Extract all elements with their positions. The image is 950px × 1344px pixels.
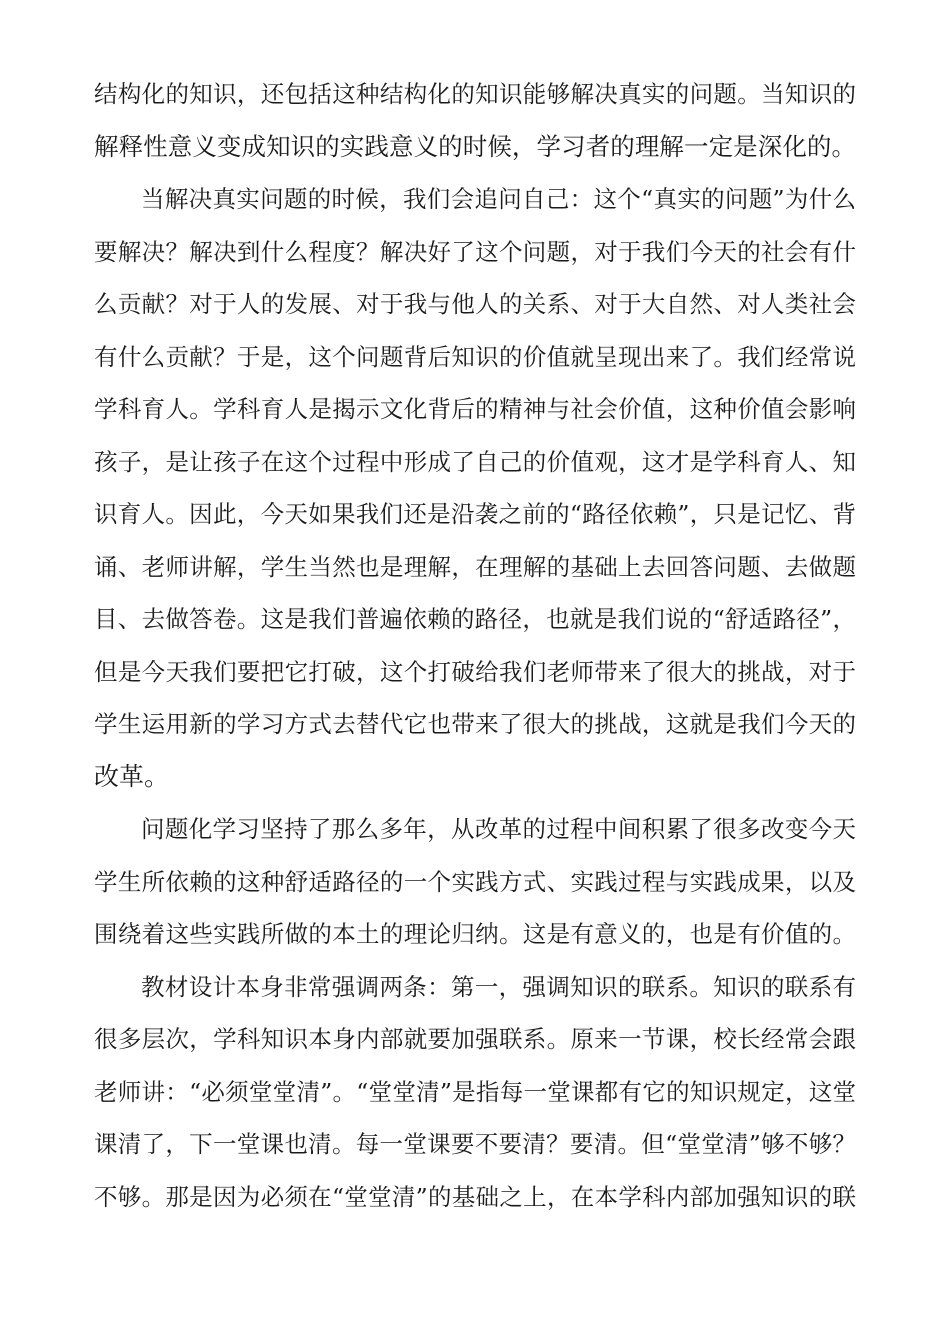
text-line: 结构化的知识，还包括这种结构化的知识能够解决真实的问题。当知识的 — [94, 80, 856, 108]
text-line: 围绕着这些实践所做的本土的理论归纳。这是有意义的，也是有价值的。 — [94, 920, 856, 948]
text-line: 目、去做答卷。这是我们普遍依赖的路径，也就是我们说的“舒适路径”， — [94, 605, 856, 633]
text-line: 很多层次，学科知识本身内部就要加强联系。原来一节课，校长经常会跟 — [94, 1025, 856, 1053]
text-line: 学科育人。学科育人是揭示文化背后的精神与社会价值，这种价值会影响 — [94, 395, 856, 423]
text-line: 么贡献？对于人的发展、对于我与他人的关系、对于大自然、对人类社会 — [94, 290, 856, 318]
text-line: 不够。那是因为必须在“堂堂清”的基础之上，在本学科内部加强知识的联 — [94, 1183, 856, 1211]
text-line: 诵、老师讲解，学生当然也是理解，在理解的基础上去回答问题、去做题 — [94, 553, 856, 581]
text-line: 但是今天我们要把它打破，这个打破给我们老师带来了很大的挑战，对于 — [94, 658, 856, 686]
text-line: 识育人。因此，今天如果我们还是沿袭之前的“路径依赖”，只是记忆、背 — [94, 500, 856, 528]
text-line: 解释性意义变成知识的实践意义的时候，学习者的理解一定是深化的。 — [94, 132, 856, 161]
text-line: 教材设计本身非常强调两条：第一，强调知识的联系。知识的联系有 — [141, 973, 856, 1001]
text-line: 问题化学习坚持了那么多年，从改革的过程中间积累了很多改变今天 — [141, 815, 856, 843]
text-line: 改革。 — [94, 762, 170, 791]
text-line: 要解决？解决到什么程度？解决好了这个问题，对于我们今天的社会有什 — [94, 238, 856, 266]
text-line: 孩子，是让孩子在这个过程中形成了自己的价值观，这才是学科育人、知 — [94, 448, 856, 476]
text-line: 学生所依赖的这种舒适路径的一个实践方式、实践过程与实践成果，以及 — [94, 868, 856, 896]
text-line: 当解决真实问题的时候，我们会追问自己：这个“真实的问题”为什么 — [141, 185, 856, 213]
text-line: 有什么贡献？于是，这个问题背后知识的价值就呈现出来了。我们经常说 — [94, 343, 856, 371]
text-line: 老师讲：“必须堂堂清”。“堂堂清”是指每一堂课都有它的知识规定，这堂 — [94, 1078, 856, 1106]
text-line: 学生运用新的学习方式去替代它也带来了很大的挑战，这就是我们今天的 — [94, 710, 856, 738]
text-line: 课清了，下一堂课也清。每一堂课要不要清？要清。但“堂堂清”够不够？ — [94, 1130, 856, 1158]
